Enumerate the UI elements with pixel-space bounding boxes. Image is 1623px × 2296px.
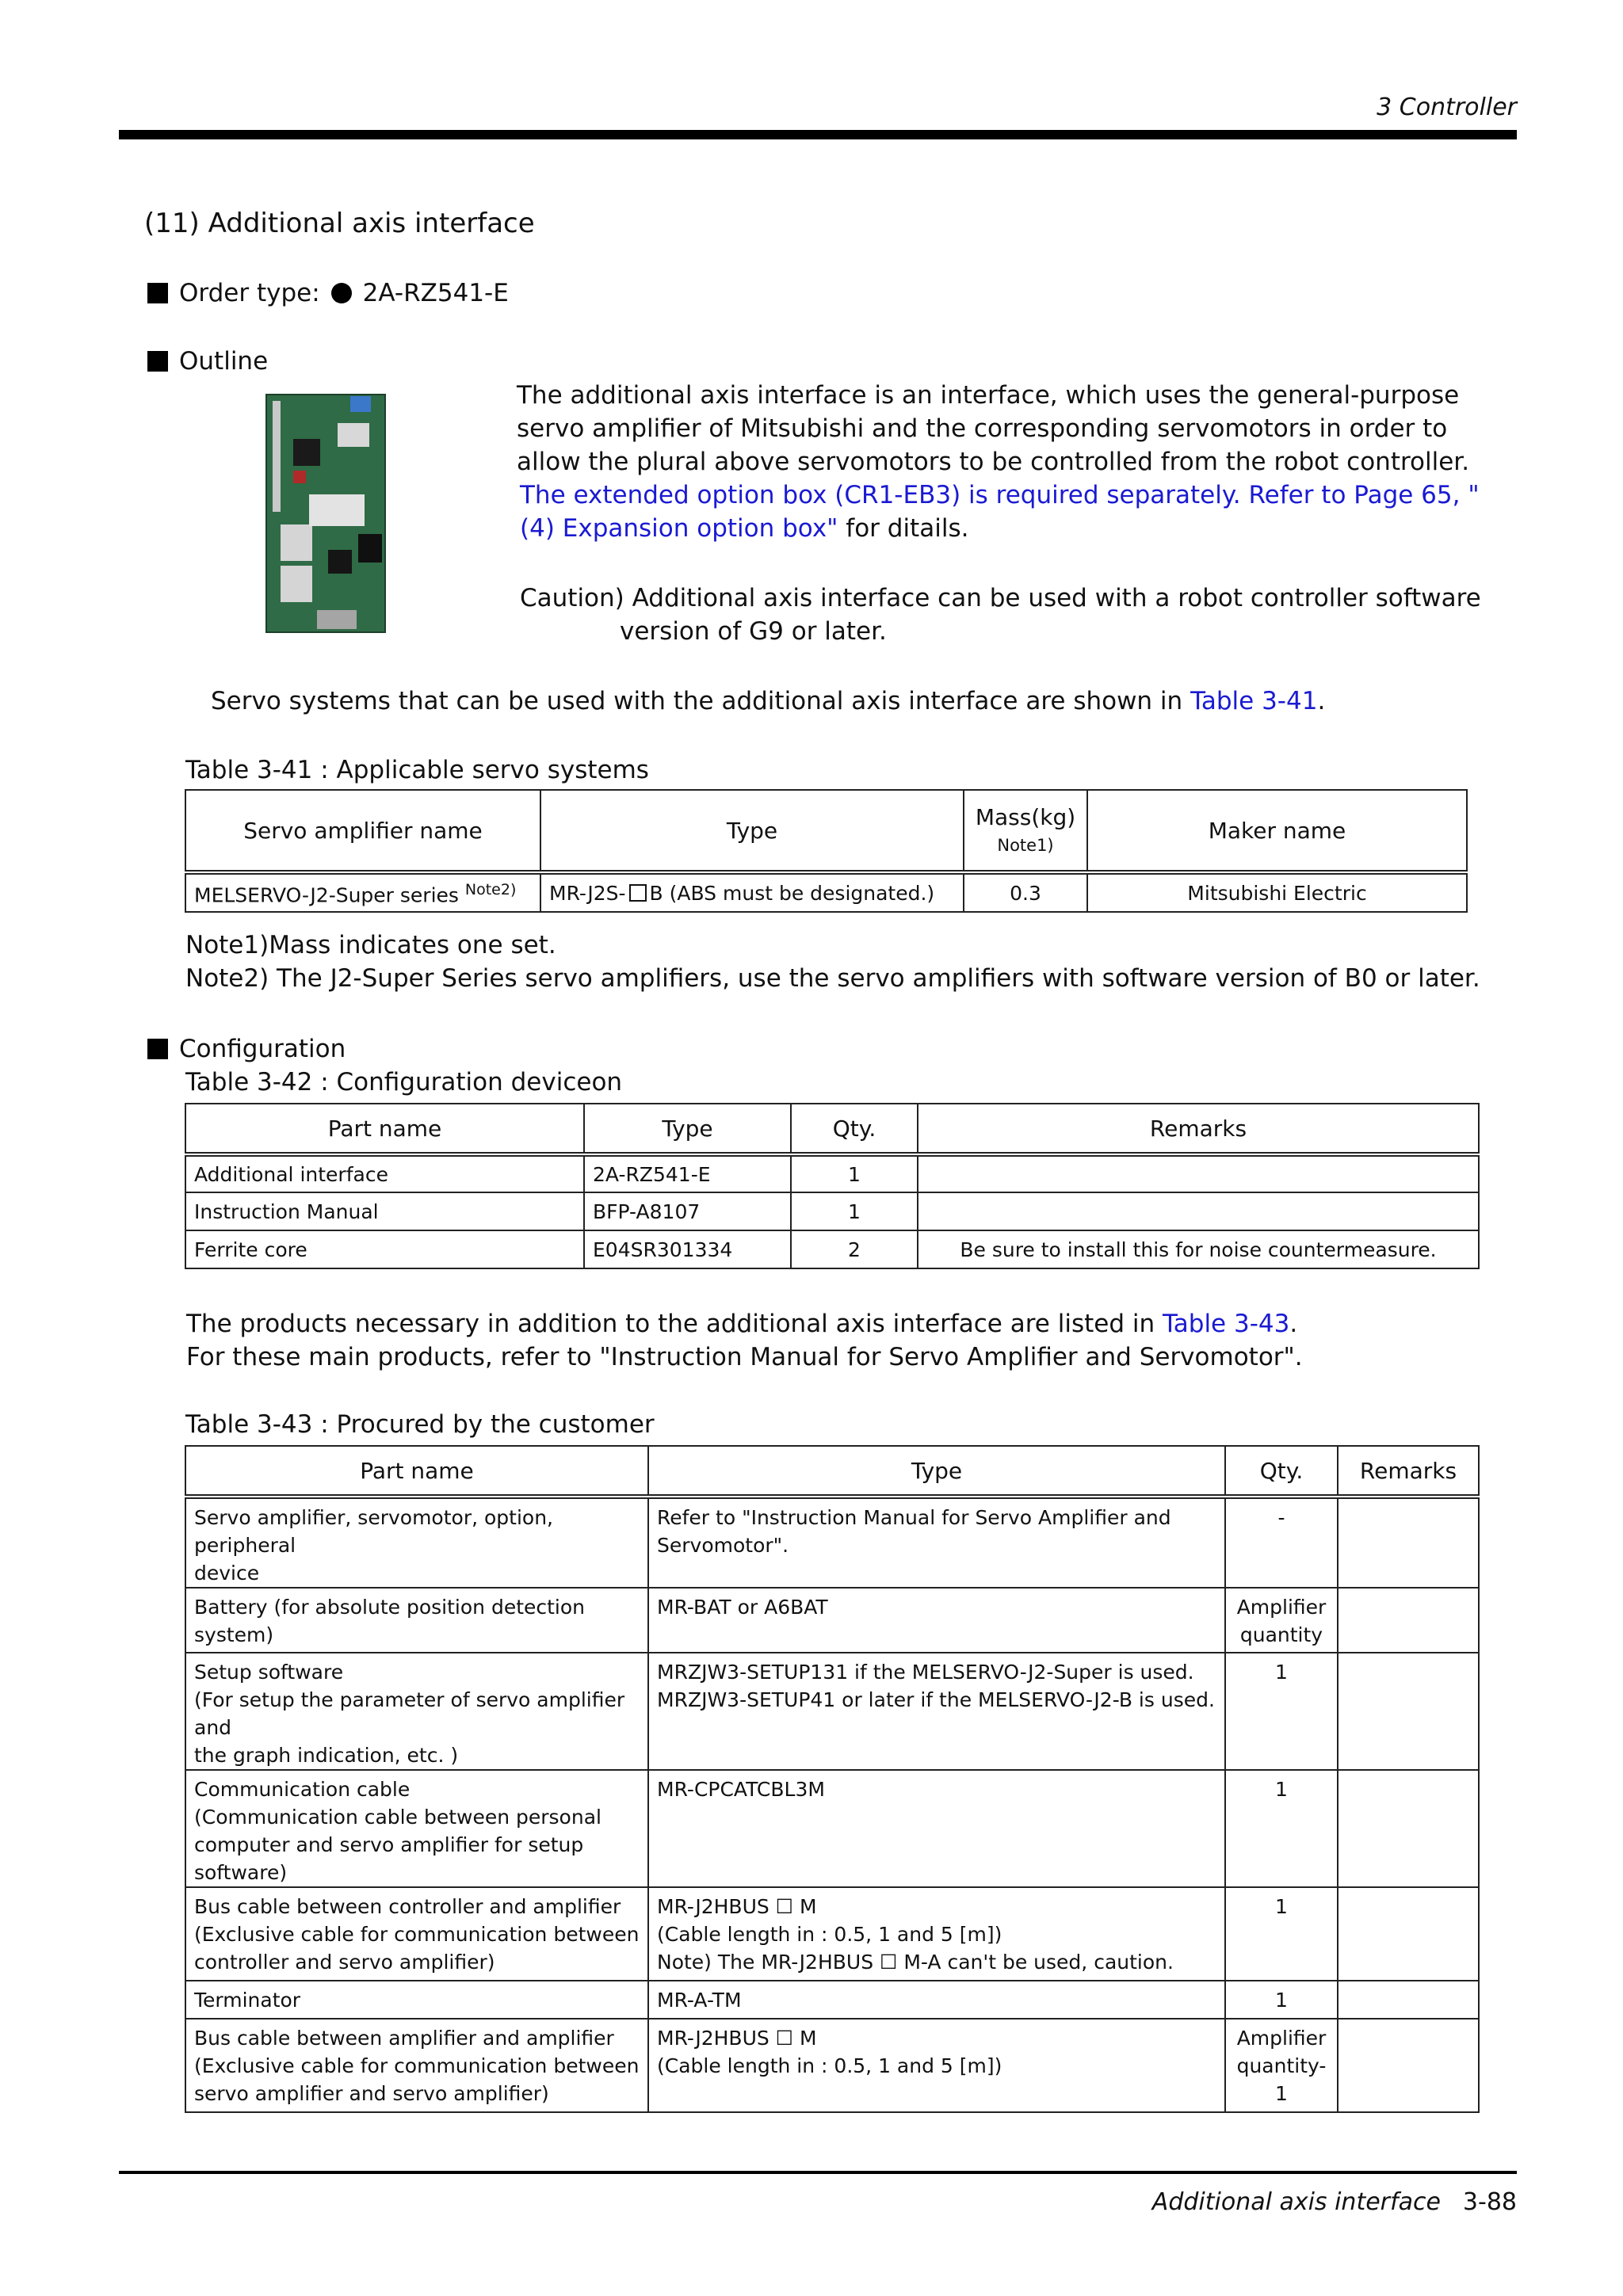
remarks-cell — [1338, 1653, 1479, 1770]
col-header-type: Type — [540, 790, 964, 872]
type-cell — [648, 1770, 1225, 1887]
col-header-servo-name: Servo amplifier name — [185, 790, 540, 872]
qty-line: 1 — [1275, 1988, 1288, 2012]
type-line: MR-BAT or A6BAT — [657, 1596, 828, 1619]
table-row — [185, 1192, 1479, 1230]
part-line: Servo amplifier, servomotor, option, peripheral — [194, 1506, 553, 1557]
part-line: Communication cable — [194, 1778, 411, 1801]
servo-intro — [211, 685, 1325, 718]
servo-type-prefix: MR-J2S- — [549, 881, 626, 905]
servo-intro-end: . — [1317, 687, 1326, 715]
outline-heading — [147, 347, 268, 376]
part-line: (Exclusive cable for communication between — [194, 1923, 640, 1946]
qty-cell — [1225, 1770, 1338, 1887]
remarks-cell — [918, 1154, 1479, 1192]
configuration-label: Configuration — [179, 1035, 346, 1063]
square-bullet-icon — [147, 283, 168, 303]
mass-label: Mass(kg) — [975, 804, 1076, 830]
outline-label: Outline — [179, 347, 269, 376]
qty-cell: 1 — [791, 1154, 918, 1192]
table-row — [185, 1588, 1479, 1653]
part-cell — [185, 1887, 648, 1981]
part-line: (Exclusive cable for communication between — [194, 2054, 640, 2077]
part-line: controller and servo amplifier) — [194, 1951, 495, 1974]
caution-line-2: version of G9 or later. — [620, 617, 887, 646]
servo-mass-cell: 0.3 — [964, 872, 1087, 912]
col-header-remarks: Remarks — [918, 1104, 1479, 1154]
option-box-reference — [520, 479, 1503, 545]
option-box-link-suffix: for ditails. — [838, 514, 969, 543]
page-footer — [1152, 2188, 1517, 2216]
table-row — [185, 872, 1467, 912]
part-cell — [185, 1497, 648, 1588]
order-type-value: 2A-RZ541-E — [362, 279, 509, 307]
part-cell — [185, 1653, 648, 1770]
footer-rule — [119, 2171, 1517, 2174]
type-line: MRZJW3-SETUP131 if the MELSERVO-J2-Super is used. — [657, 1661, 1194, 1684]
type-line: MR-CPCATCBL3M — [657, 1778, 825, 1801]
table-row — [185, 1497, 1479, 1588]
page-number: 3-88 — [1462, 2188, 1517, 2216]
part-line: device — [194, 1562, 260, 1585]
square-bullet-icon — [147, 1039, 168, 1059]
table-row — [185, 1770, 1479, 1887]
col-header-remarks: Remarks — [1338, 1446, 1479, 1497]
qty-line: - — [1277, 1506, 1285, 1529]
header-rule — [119, 130, 1517, 139]
section-title: (11) Additional axis interface — [144, 208, 535, 239]
part-cell: Instruction Manual — [185, 1192, 584, 1230]
servo-type-cell — [540, 872, 964, 912]
part-cell: Ferrite core — [185, 1230, 584, 1268]
qty-cell — [1225, 1588, 1338, 1653]
qty-line: Amplifier — [1236, 2027, 1327, 2050]
type-line: Servomotor". — [657, 1534, 789, 1557]
servo-type-suffix: B (ABS must be designated.) — [649, 881, 935, 905]
servo-name: MELSERVO-J2-Super series — [194, 883, 459, 907]
table-row — [185, 1230, 1479, 1268]
qty-line: 1 — [1275, 1895, 1288, 1918]
col-header-qty: Qty. — [791, 1104, 918, 1154]
col-header-qty: Qty. — [1225, 1446, 1338, 1497]
blank-box-icon — [629, 884, 647, 902]
remarks-cell — [1338, 1497, 1479, 1588]
type-line: (Cable length in : 0.5, 1 and 5 [m]) — [657, 1923, 1002, 1946]
part-line: (Communication cable between personal — [194, 1806, 601, 1829]
qty-cell: 1 — [791, 1192, 918, 1230]
table-3-43-caption: Table 3-43 : Procured by the customer — [185, 1410, 655, 1439]
part-cell: Additional interface — [185, 1154, 584, 1192]
order-type-line — [147, 279, 509, 307]
part-line: Terminator — [194, 1988, 301, 2012]
part-cell — [185, 2019, 648, 2112]
servo-maker-cell: Mitsubishi Electric — [1087, 872, 1467, 912]
type-line: Refer to "Instruction Manual for Servo Amplifier and — [657, 1506, 1171, 1529]
servo-name-note: Note2) — [464, 881, 517, 899]
col-header-part: Part name — [185, 1104, 584, 1154]
remarks-cell — [918, 1192, 1479, 1230]
procured-items-table — [185, 1445, 1480, 2113]
type-line: MRZJW3-SETUP41 or later if the MELSERVO-J2-B is used. — [657, 1688, 1215, 1711]
servo-name-cell — [185, 872, 540, 912]
qty-cell — [1225, 1653, 1338, 1770]
configuration-table — [185, 1103, 1480, 1269]
chapter-header: 3 Controller — [1377, 93, 1517, 121]
caution-line-1: Caution) Additional axis interface can be used with a robot controller software — [520, 584, 1481, 612]
type-cell — [648, 1887, 1225, 1981]
remarks-cell — [1338, 1981, 1479, 2019]
remarks-cell — [1338, 1588, 1479, 1653]
table-3-41-caption: Table 3-41 : Applicable servo systems — [185, 756, 649, 784]
col-header-type: Type — [648, 1446, 1225, 1497]
part-line: servo amplifier and servo amplifier) — [194, 2082, 549, 2105]
part-cell — [185, 1588, 648, 1653]
part-cell — [185, 1770, 648, 1887]
outline-description: The additional axis interface is an interface, which uses the general-purpose servo amplifier of Mitsubishi and the corresponding servomotors in order to allow the plural above servomotors to be controlled from the robot controller. — [517, 381, 1470, 476]
table-row — [185, 1154, 1479, 1192]
type-cell — [648, 1653, 1225, 1770]
footer-title: Additional axis interface — [1151, 2188, 1441, 2216]
qty-cell: 2 — [791, 1230, 918, 1268]
qty-cell — [1225, 1887, 1338, 1981]
products-intro-text: The products necessary in addition to the additional axis interface are listed in — [186, 1310, 1163, 1338]
remarks-cell — [1338, 1770, 1479, 1887]
qty-line: quantity-1 — [1236, 2054, 1327, 2105]
products-intro-line-2: For these main products, refer to "Instruction Manual for Servo Amplifier and Servomotor". — [186, 1343, 1303, 1371]
table-row — [185, 1887, 1479, 1981]
type-line: (Cable length in : 0.5, 1 and 5 [m]) — [657, 2054, 1002, 2077]
col-header-type: Type — [584, 1104, 791, 1154]
part-line: Battery (for absolute position detection system) — [194, 1596, 586, 1646]
part-line: Bus cable between amplifier and amplifier — [194, 2027, 614, 2050]
type-line: MR-J2HBUS ☐ M — [657, 1895, 817, 1918]
qty-cell — [1225, 2019, 1338, 2112]
qty-cell — [1225, 1981, 1338, 2019]
applicable-servo-table — [185, 789, 1468, 913]
square-bullet-icon — [147, 351, 168, 372]
remarks-cell — [1338, 1887, 1479, 1981]
part-line: Bus cable between controller and amplifier — [194, 1895, 621, 1918]
note-2: Note2) The J2-Super Series servo amplifiers, use the servo amplifiers with software version of B0 or later. — [185, 964, 1480, 993]
order-type-label: Order type: — [179, 279, 320, 307]
part-line: the graph indication, etc. ) — [194, 1744, 459, 1767]
qty-line: Amplifier — [1236, 1596, 1327, 1619]
qty-line: 1 — [1275, 1778, 1288, 1801]
part-line: (For setup the parameter of servo amplifier and — [194, 1688, 625, 1739]
table-3-41-link[interactable]: Table 3-41 — [1190, 687, 1318, 715]
qty-line: 1 — [1275, 1661, 1288, 1684]
mass-note: Note1) — [997, 836, 1054, 855]
type-cell: BFP-A8107 — [584, 1192, 791, 1230]
type-line: Note) The MR-J2HBUS ☐ M-A can't be used, caution. — [657, 1951, 1174, 1974]
part-line: Setup software — [194, 1661, 344, 1684]
interface-board-photo — [262, 391, 393, 639]
part-line: computer and servo amplifier for setup software) — [194, 1833, 584, 1884]
servo-intro-text: Servo systems that can be used with the additional axis interface are shown in — [211, 687, 1191, 715]
type-line: MR-J2HBUS ☐ M — [657, 2027, 817, 2050]
table-row — [185, 1653, 1479, 1770]
filled-circle-icon — [331, 283, 352, 303]
type-line: MR-A-TM — [657, 1988, 742, 2012]
col-header-maker: Maker name — [1087, 790, 1467, 872]
table-row — [185, 1981, 1479, 2019]
type-cell: 2A-RZ541-E — [584, 1154, 791, 1192]
qty-cell — [1225, 1497, 1338, 1588]
type-cell — [648, 2019, 1225, 2112]
products-intro-line-1 — [186, 1307, 1297, 1341]
table-3-42-caption: Table 3-42 : Configuration deviceon — [185, 1068, 623, 1097]
type-cell — [648, 1981, 1225, 2019]
products-intro-end: . — [1289, 1310, 1298, 1338]
qty-line: quantity — [1239, 1623, 1323, 1646]
type-cell — [648, 1497, 1225, 1588]
type-cell: E04SR301334 — [584, 1230, 791, 1268]
table-3-43-link[interactable]: Table 3-43 — [1162, 1310, 1290, 1338]
remarks-cell — [1338, 2019, 1479, 2112]
part-cell — [185, 1981, 648, 2019]
table-row — [185, 2019, 1479, 2112]
remarks-cell: Be sure to install this for noise countermeasure. — [918, 1230, 1479, 1268]
note-1: Note1)Mass indicates one set. — [185, 931, 556, 959]
type-cell — [648, 1588, 1225, 1653]
col-header-mass — [964, 790, 1087, 872]
col-header-part: Part name — [185, 1446, 648, 1497]
option-box-link[interactable]: The extended option box (CR1-EB3) is required separately. Refer to Page 65, "(4) Expansion option box" — [520, 481, 1480, 543]
configuration-heading — [147, 1035, 346, 1063]
